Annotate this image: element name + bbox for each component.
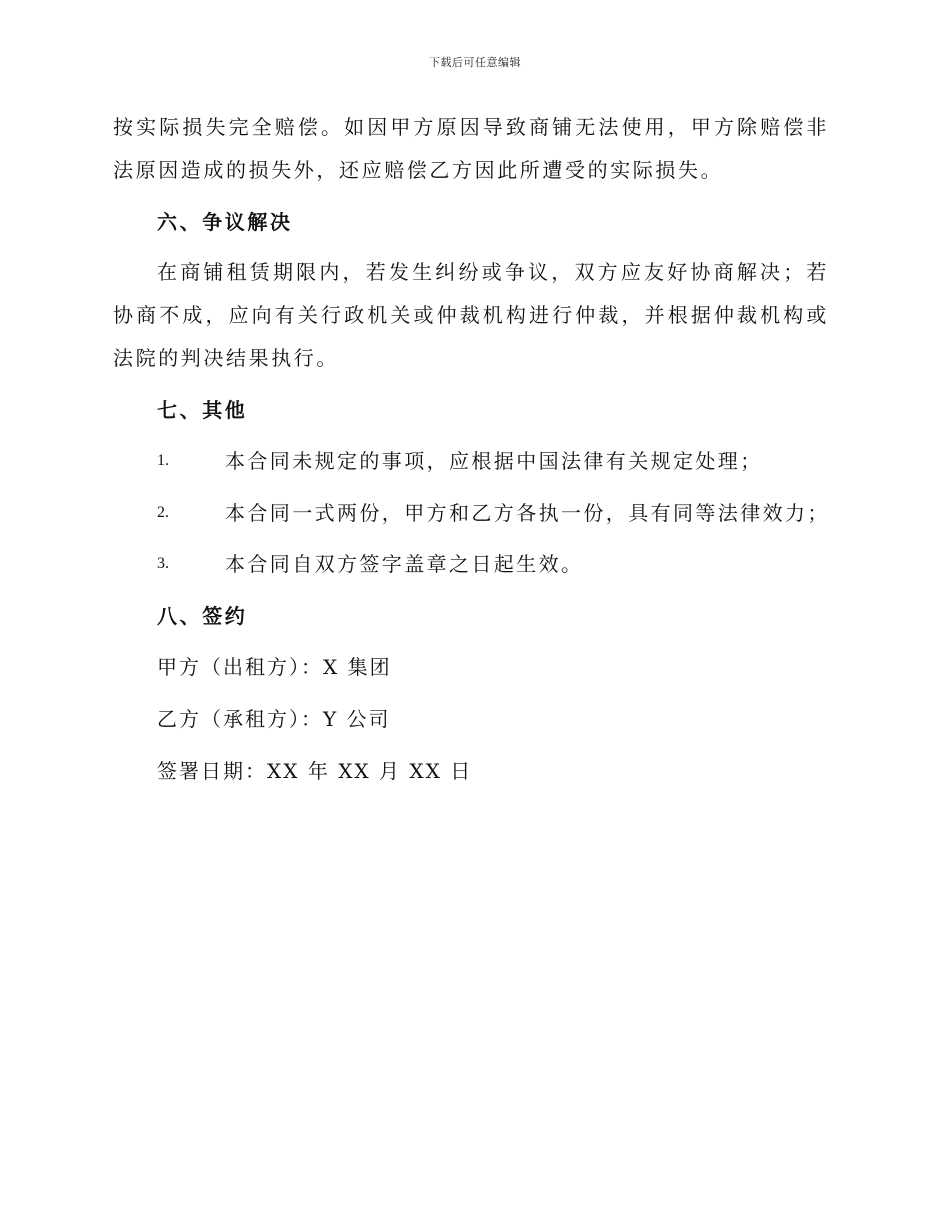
list-item-number: 1. xyxy=(157,452,169,469)
section7-heading: 七、其他 xyxy=(157,398,248,422)
page-header: 下载后可任意编辑 xyxy=(429,56,521,69)
list-item-text: 本合同自双方签字盖章之日起生效。 xyxy=(225,552,584,576)
section8-heading: 八、签约 xyxy=(157,604,248,628)
section5-continuation-paragraph: 按实际损失完全赔偿。如因甲方原因导致商铺无法使用，甲方除赔偿非法原因造成的损失外，还应赔偿乙方因此所遭受的实际损失。 xyxy=(113,115,829,182)
party-b-line: 乙方（承租方）：Y 公司 xyxy=(157,707,391,731)
section6-body-paragraph: 在商铺租赁期限内，若发生纠纷或争议，双方应友好协商解决；若协商不成，应向有关行政机关或仲裁机构进行仲裁，并根据仲裁机构或法院的判决结果执行。 xyxy=(113,260,829,370)
section6-heading: 六、争议解决 xyxy=(157,210,293,234)
list-item-number: 3. xyxy=(157,555,169,572)
party-a-line: 甲方（出租方）：X 集团 xyxy=(157,655,392,679)
list-item-text: 本合同未规定的事项，应根据中国法律有关规定处理； xyxy=(225,449,763,473)
list-item-text: 本合同一式两份，甲方和乙方各执一份，具有同等法律效力； xyxy=(225,501,830,525)
signing-date-line: 签署日期：XX 年 XX 月 XX 日 xyxy=(157,759,473,783)
list-item-number: 2. xyxy=(157,504,169,521)
